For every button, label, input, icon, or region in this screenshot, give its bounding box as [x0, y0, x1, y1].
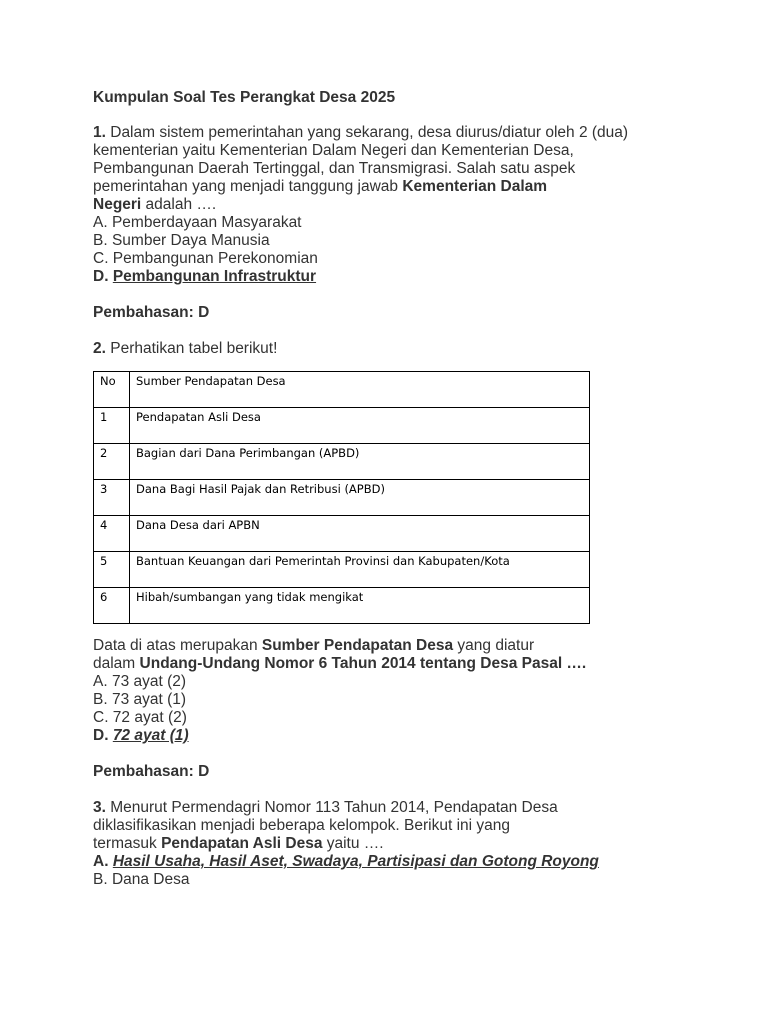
table-cell: Dana Bagi Hasil Pajak dan Retribusi (APBD) — [130, 480, 590, 516]
emphasis-text: Undang-Undang Nomor 6 Tahun 2014 tentang Desa Pasal …. — [139, 655, 587, 672]
question-1 — [93, 124, 673, 322]
question-text: Dalam sistem pemerintahan yang sekarang, desa diurus/diatur oleh 2 (dua) — [105, 124, 629, 141]
option-letter: A. — [93, 853, 113, 870]
question-2-line-3 — [93, 655, 673, 673]
option-letter: D. — [93, 727, 113, 744]
option-letter: D. — [93, 268, 113, 285]
question-text: Menurut Permendagri Nomor 113 Tahun 2014, Pendapatan Desa — [105, 799, 558, 816]
question-text: Perhatikan tabel berikut! — [105, 340, 278, 357]
option-a: A. 73 ayat (2) — [93, 673, 187, 690]
option-a: A. Pemberdayaan Masyarakat — [93, 214, 302, 231]
page-title: Kumpulan Soal Tes Perangkat Desa 2025 — [93, 89, 396, 106]
answer-explanation: Pembahasan: D — [93, 763, 210, 780]
table-cell: Bantuan Keuangan dari Pemerintah Provinsi dan Kabupaten/Kota — [130, 552, 590, 588]
question-2-line-1 — [93, 340, 673, 358]
correct-answer-text: Hasil Usaha, Hasil Aset, Swadaya, Partisipasi dan Gotong Royong — [112, 853, 599, 870]
income-source-table — [93, 371, 590, 624]
table-header-cell: Sumber Pendapatan Desa — [130, 372, 590, 408]
question-2 — [93, 340, 673, 781]
table-cell: 2 — [94, 444, 130, 480]
option-a-correct — [93, 853, 673, 871]
question-1-line-1 — [93, 124, 673, 142]
option-b: B. 73 ayat (1) — [93, 691, 187, 708]
question-1-line-2: kementerian yaitu Kementerian Dalam Negeri dan Kementerian Desa, — [93, 142, 574, 159]
option-b: B. Dana Desa — [93, 871, 190, 888]
question-text: dalam — [93, 655, 140, 672]
option-c: C. 72 ayat (2) — [93, 709, 187, 726]
option-b: B. Sumber Daya Manusia — [93, 232, 270, 249]
correct-answer-text: 72 ayat (1) — [112, 727, 189, 744]
emphasis-text: Sumber Pendapatan Desa — [261, 637, 454, 654]
question-text: yang diatur — [453, 637, 535, 654]
emphasis-text: Negeri — [93, 196, 142, 213]
table-row — [94, 588, 590, 624]
question-text: yaitu …. — [322, 835, 384, 852]
question-number: 3. — [93, 799, 106, 816]
question-3-line-1 — [93, 799, 673, 817]
question-number: 2. — [93, 340, 106, 357]
question-1-line-4 — [93, 178, 673, 196]
option-d-correct — [93, 268, 673, 286]
question-text: Data di atas merupakan — [93, 637, 262, 654]
emphasis-text: Kementerian Dalam — [402, 178, 548, 195]
emphasis-text: Pendapatan Asli Desa — [161, 835, 323, 852]
table-cell: 1 — [94, 408, 130, 444]
table-header-cell: No — [94, 372, 130, 408]
table-cell: 5 — [94, 552, 130, 588]
table-cell: Pendapatan Asli Desa — [130, 408, 590, 444]
table-cell: Hibah/sumbangan yang tidak mengikat — [130, 588, 590, 624]
question-3 — [93, 799, 673, 889]
question-3-line-3 — [93, 835, 673, 853]
table-header-row — [94, 372, 590, 408]
table-cell: Bagian dari Dana Perimbangan (APBD) — [130, 444, 590, 480]
table-row — [94, 516, 590, 552]
table-cell: 3 — [94, 480, 130, 516]
question-number: 1. — [93, 124, 106, 141]
correct-answer-text: Pembangunan Infrastruktur — [112, 268, 317, 285]
table-row — [94, 552, 590, 588]
option-c: C. Pembangunan Perekonomian — [93, 250, 318, 267]
question-1-line-5 — [93, 196, 673, 214]
table-cell: Dana Desa dari APBN — [130, 516, 590, 552]
document-body — [93, 89, 673, 889]
table-cell: 4 — [94, 516, 130, 552]
option-d-correct — [93, 727, 673, 745]
question-2-line-2 — [93, 637, 673, 655]
question-3-line-2: diklasifikasikan menjadi beberapa kelompok. Berikut ini yang — [93, 817, 511, 834]
answer-explanation: Pembahasan: D — [93, 304, 210, 321]
table-row — [94, 444, 590, 480]
table-cell: 6 — [94, 588, 130, 624]
question-text: adalah …. — [141, 196, 217, 213]
question-1-line-3: Pembangunan Daerah Tertinggal, dan Transmigrasi. Salah satu aspek — [93, 160, 576, 177]
table-row — [94, 480, 590, 516]
table-row — [94, 408, 590, 444]
question-text: pemerintahan yang menjadi tanggung jawab — [93, 178, 403, 195]
question-text: termasuk — [93, 835, 162, 852]
